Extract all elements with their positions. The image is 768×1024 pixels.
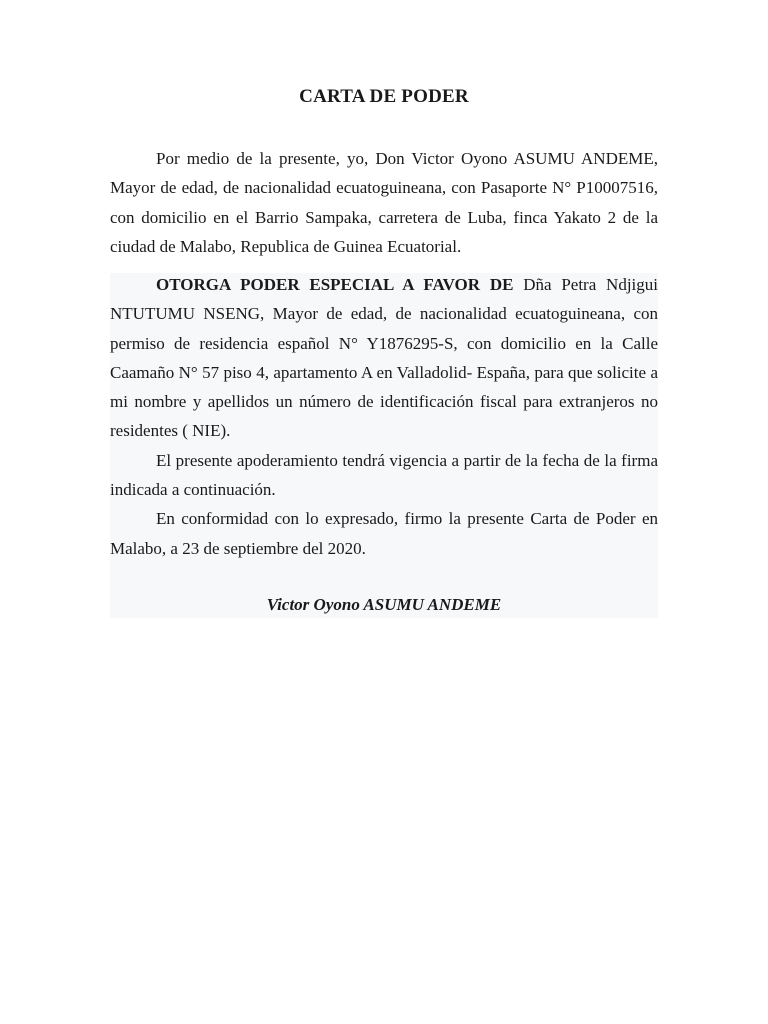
paragraph-grant bbox=[110, 270, 658, 446]
signature-name: Victor Oyono ASUMU ANDEME bbox=[266, 595, 502, 614]
paragraph-identity bbox=[110, 144, 658, 261]
paragraph-grant-block bbox=[110, 270, 658, 563]
grant-lead-text: OTORGA PODER ESPECIAL A FAVOR DE bbox=[156, 275, 514, 294]
paragraph-validity: El presente apoderamiento tendrá vigencia a partir de la fecha de la firma indicada a continuación. bbox=[110, 450, 658, 500]
document-title: CARTA DE PODER bbox=[299, 86, 469, 107]
paragraph-identity-text: Por medio de la presente, yo, Don Victor Oyono ASUMU ANDEME, Mayor de edad, de nacionalidad ecuatoguineana, con Pasaporte N° P10007516, con domicilio en el Barrio Sampaka, carretera de Luba, finca Yakato 2 de la ciudad de Malabo, Republica de Guinea Ecuatorial. bbox=[110, 149, 658, 256]
grant-rest-text: Dña Petra Ndjigui NTUTUMU NSENG, Mayor de edad, de nacionalidad ecuatoguineana, con permiso de residencia español N° Y1876295-S, con domicilio en la Calle Caamaño N° 57 piso 4, apartamento A en Valladolid- España, para que solicite a mi nombre y apellidos un número de identificación fiscal para extranjeros no residentes ( NIE). bbox=[110, 275, 658, 441]
paragraph-conformity: En conformidad con lo expresado, firmo la presente Carta de Poder en Malabo, a 23 de septiembre del 2020. bbox=[110, 509, 658, 558]
